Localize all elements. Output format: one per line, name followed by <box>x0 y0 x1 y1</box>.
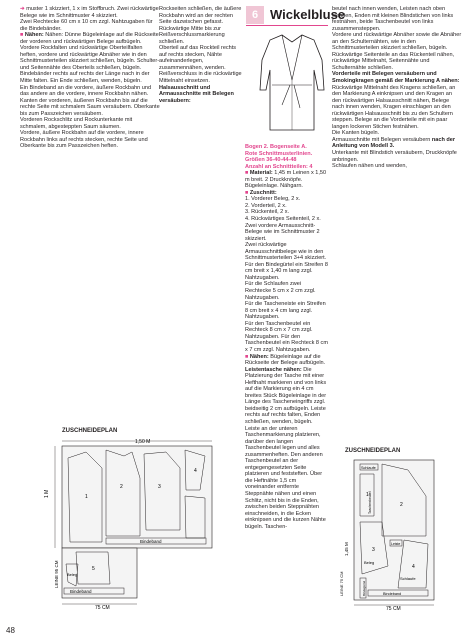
naehen-label: Nähen: <box>24 32 44 39</box>
piece-label: 2 <box>400 502 403 508</box>
square-bullet-icon: ■ <box>245 170 249 177</box>
piece-label: Bindegürtel <box>362 580 366 596</box>
piece-label: Bindeband <box>383 592 402 596</box>
cutting-plan-label: ZUSCHNEIDEPLAN <box>62 428 118 434</box>
piece-label: Schlaufe <box>361 466 376 470</box>
piece-label: Taschenbeutel <box>368 491 372 514</box>
paragraph: beutel nach innen wenden, Leisten nach oben wenden, Enden mit kleinen Blindstichen von links festnähen, beide Taschenbeutel von links zusammensteppen. Vordere und rückwärtige Abnäher sowie die Abnäher an den Schulternähten, wie in den Schnittmusterteilen skizziert schließen, bügeln. Rückwärtige Seitenteile an das Rückenteil nähen, rückwärtige Mittelnaht, Seitennähte und Schulternähte schließen. <box>332 6 462 71</box>
leisten-label: Leistentasche nähen: <box>245 366 302 373</box>
cut-text: muster 1 skizziert, 1 x im Stoffbruch. Zwei rückwärtige Belege wie im Schnittmuster 4 skizziert. Zwei Rechtecke 60 cm x 10 cm zzgl. Nahtzugaben für die Bindebänder. <box>20 6 159 32</box>
paragraph <box>20 6 160 32</box>
piece-label: 5 <box>92 566 95 572</box>
model-ref: nach der Anleitung von Modell 3. <box>332 136 456 150</box>
piece-label: Bindeband <box>140 539 162 544</box>
height: 1 M <box>44 489 50 498</box>
piece-label: 3 <box>372 547 375 553</box>
cutting-plan-label: ZUSCHNEIDEPLAN <box>345 448 401 454</box>
bold-block: Vorderteile mit Belegen versäubern und Smokingkragen gemäß der Markierung A nähen: <box>332 71 460 85</box>
leistentasche <box>245 367 328 531</box>
paragraph: Rockseiten schließen, die äußere Rockbahn wird an der rechten Seite dazwischen gefasst. Rückwärtige Mitte bis zur Reißverschlussmarkierung schließen. Oberteil auf das Rockteil rechts auf rechts stecken, Nähte aufeinanderlegen, zusammennähen, wenden. Reißverschluss in die rückwärtige Mittelnaht einsetzen. <box>159 6 242 85</box>
divider <box>246 25 328 26</box>
column-4 <box>332 6 462 170</box>
piece-label: Leiste <box>391 542 401 546</box>
continue-arrow-icon: ➜ <box>20 6 25 12</box>
square-bullet-icon: ■ <box>245 189 249 196</box>
width-bottom: 75 CM <box>95 605 110 610</box>
piece-label: 1 <box>366 492 369 498</box>
piece-label: Schlaufe <box>400 576 416 581</box>
material-label: Material: <box>249 170 273 177</box>
piece-label: Beleg <box>364 560 375 565</box>
piece-label: Bindeband <box>70 589 92 594</box>
piece-label: Beleg <box>67 572 78 577</box>
blouse-sketch <box>252 30 332 140</box>
square-bullet-icon: ■ <box>245 353 249 360</box>
cutting-plan-right <box>338 456 448 612</box>
naehen-text: Bügeleinlage auf die Rückseite der Belege aufbügeln. <box>245 353 326 367</box>
page-number: 48 <box>6 626 15 635</box>
leisten-text: Die Platzierung der Tasche mit einer Hefthaht markieren und von links auf die Markierung ein 4 cm breites Stück Bügeleinlage in der Länge des Tascheneingriffs zzgl. beidseitig 2 cm aufbügeln. Leiste rechts auf rechts falten, Enden schließen, wenden, bügeln. Leiste an der unteren Taschenmarkierung platzieren, darüber den langen Taschenbeutel legen und alles zusammenheften. Den anderen Taschenbeutel an der entgegengesetzten Seite platzieren und feststeften. Über die Heftnähte 1,5 cm voneinander entfernte Steppnähte nähen und einen Schlitz, nicht bis in die Enden, zwischen beiden Steppnähten einschneiden, in die Ecken einknipsen und die kurzen Nähte bügeln. Taschen- <box>245 366 327 530</box>
naehen <box>245 354 328 367</box>
piece-label: 4 <box>194 468 197 474</box>
pattern-heading: Bogen 2. Bogenseite A. Rote Schnittmusterlinien. Größen 36-40-44-48 Anzahl an Schnittteilen: 4 <box>245 144 313 170</box>
fabric-label: LEINE 95 CM <box>54 560 59 588</box>
bold-lead: Halsausschnitt und Armausschnitte mit Belegen versäubern: <box>159 84 234 104</box>
model-number-badge: 6 <box>246 6 264 24</box>
width-bottom: 75 CM <box>386 606 401 612</box>
column-1 <box>20 6 160 150</box>
piece-label: 4 <box>412 564 415 570</box>
paragraph <box>332 71 462 169</box>
tail-text: Unterkante mit Blindstich versäubern, Druckknöpfe anbringen. Schlaufen nähen und wenden, <box>332 150 457 170</box>
cutting-plan-left <box>40 438 230 610</box>
sewing-text: Nähen: Dünne Bügeleinlage auf die Rückseite der vorderen und rückwärtigen Belege aufbügeln. Vordere Rockfalten und rückwärtige Oberteilfalten heften, vordere und rückwärtige Abnäher wie in den Schnittmusterteilen skizziert schließen, bügeln. Schulter- und Seitennähte des Oberteils schließen, bügeln. Bindebänder rechts auf rechts der Länge nach in der Mitte falten. Ein Ende schließen, wenden, bügeln. Ein Bindeband an die vordere, äußere Rockbahn und das andere an die vordere, innere Rockbahn nähen. Kanten der vorderen, äußeren Rockbahn bis auf die rechte Seite mit schmalem Saum versäubern. Oberkante bis zum Passzeichen versäubern. Vorderen Rockschlitz und Rockunterkante mit schmalem, abgesteppten Saum säumen. Vordere, äußere Rockbahn auf die vordere, innere Rockbahn links auf rechts stecken, rechte Seite und Oberkante bis zum Passzeichen heften. <box>20 32 160 150</box>
piece-label: 2 <box>120 484 123 490</box>
paragraph <box>20 32 160 150</box>
paragraph <box>159 85 245 105</box>
zuschnitt-text: 1. Vorderer Beleg, 2 x. 2. Vorderteil, 2 x. 3. Rückenteil, 2 x. 4. Rückwärtiges Seitenteil, 2 x. Zwei vordere Armausschnitt-Belege wie im Schnittmuster 2 skizziert. Zwei rückwärtige Armausschnittbelege wie in den Schnittmusterteilen 3+4 skizziert. Für den Bindegürtel ein Streifen 8 cm breit x 1,40 m lang zzgl. Nahtzugaben. Für die Schlaufen zwei Rechtecke 5 cm x 2 cm zzgl. Nahtzugaben. Für die Tascheneiste ein Streifen 8 cm breit x 4 cm lang zzgl. Nahtzugaben. Für den Taschenbeutel ein Rechteck 8 cm x 7 cm zzgl. Nahtzugaben. Für den Taschenbeutel ein Rechteck 8 cm x 7 cm zzgl. Nahtzugaben. <box>245 196 328 353</box>
piece-label: 3 <box>158 484 161 490</box>
material <box>245 170 328 190</box>
width-top: 1,50 M <box>135 439 151 445</box>
naehen-label: Nähen: <box>249 353 269 360</box>
rest-text: Rückwärtige Mittelnaht des Kragens schließen, an den Markierung A einknipsen und den Kragen an den rückwärtigen Halsausschnitt nähen, Belege nach innen wenden, Kragen einschlagen an den rückwärtigen Halsausschnitt bis zu den Schultern steppen. Belege an die Vorderteile mit ein paar langen lockeren Stichen festnähen. Die Kanten bügeln. Armausschnitte mit Belegen versäubern <box>332 84 456 143</box>
column-2 <box>159 6 245 104</box>
column-3 <box>245 144 328 530</box>
fabric-label: LEINE 75 CM <box>339 571 344 596</box>
material-text: 1,45 m Leinen x 1,50 m breit. 2 Druckknöpfe. Bügeleinlage. Nähgarn. <box>245 170 327 190</box>
height: 1,45 M <box>344 542 349 556</box>
piece-label: 1 <box>85 494 88 500</box>
zuschnitt-label: Zuschnitt: <box>249 189 277 196</box>
model-title: Wickelbluse <box>270 7 346 22</box>
square-bullet-icon: ■ <box>20 32 24 39</box>
